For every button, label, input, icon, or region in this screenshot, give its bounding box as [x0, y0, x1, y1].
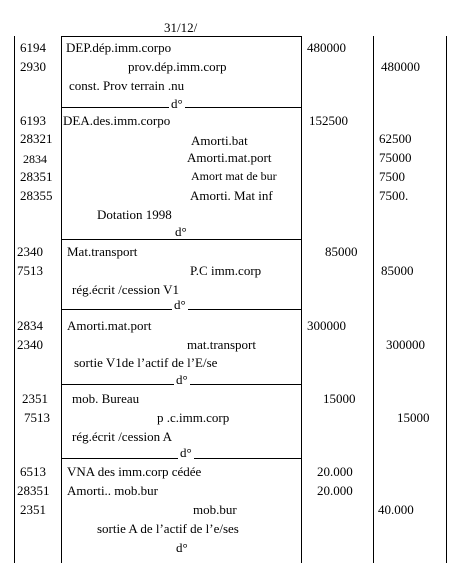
account-label: Amort mat de bur [191, 169, 277, 183]
debit-amount: 15000 [323, 391, 356, 406]
account-number: 2351 [20, 502, 46, 517]
account-number: 7513 [17, 263, 43, 278]
account-label: Mat.transport [67, 244, 138, 259]
credit-amount: 15000 [397, 410, 430, 425]
debit-column-rule [373, 36, 374, 563]
header-rule [61, 36, 302, 37]
entry-description: sortie A de l’actif de l’e/ses [97, 521, 239, 536]
entry-description: Dotation 1998 [97, 207, 172, 222]
debit-amount: 20.000 [317, 464, 353, 479]
label-column-rule [301, 36, 302, 563]
debit-amount: 85000 [325, 244, 358, 259]
account-label: mob. Bureau [72, 391, 140, 406]
account-number: 2340 [17, 244, 43, 259]
account-label: VNA des imm.corp cédée [67, 464, 202, 479]
debit-amount: 300000 [307, 318, 346, 333]
account-label: mat.transport [187, 337, 256, 352]
entry-separator-rule [61, 239, 302, 240]
account-number: 6193 [20, 113, 46, 128]
right-column-rule [446, 36, 447, 563]
debit-amount: 20.000 [317, 483, 353, 498]
debit-amount: 480000 [307, 40, 346, 55]
credit-amount: 40.000 [378, 502, 414, 517]
account-label: DEA.des.imm.corpo [63, 113, 171, 128]
entry-description: rég.écrit /cession A [72, 429, 172, 444]
account-number: 2834 [17, 318, 43, 333]
credit-amount: 300000 [386, 337, 425, 352]
credit-amount: 62500 [379, 131, 412, 146]
entry-description: rég.écrit /cession V1 [72, 282, 179, 297]
account-label: Amorti.. mob.bur [67, 483, 158, 498]
credit-amount: 75000 [379, 150, 412, 165]
entry-separator-label: d° [171, 96, 183, 111]
account-number: 28351 [17, 483, 50, 498]
account-label: P.C imm.corp [190, 263, 262, 278]
entry-separator-label: d° [175, 224, 187, 239]
account-number: 2351 [22, 391, 48, 406]
account-label: p .c.imm.corp [157, 410, 230, 425]
entry-description: const. Prov terrain .nu [69, 78, 185, 93]
account-number: 2834 [23, 152, 47, 166]
entry-description: sortie V1de l’actif de l’E/se [74, 355, 218, 370]
credit-amount: 85000 [381, 263, 414, 278]
account-number: 7513 [24, 410, 50, 425]
account-number: 28355 [20, 188, 53, 203]
account-number: 28321 [20, 131, 53, 146]
entry-separator-label: d° [176, 540, 188, 555]
credit-amount: 480000 [381, 59, 420, 74]
account-number: 28351 [20, 169, 53, 184]
account-label: DEP.dép.imm.corpo [66, 40, 172, 55]
left-column-rule [14, 36, 15, 563]
account-label: Amorti.bat [191, 133, 248, 148]
debit-amount: 152500 [309, 113, 348, 128]
credit-amount: 7500. [379, 188, 409, 203]
account-label: Amorti. Mat inf [190, 188, 273, 203]
account-number: 2930 [20, 59, 46, 74]
account-label: Amorti.mat.port [67, 318, 152, 333]
entry-separator-label: d° [174, 297, 186, 312]
credit-amount: 7500 [379, 169, 405, 184]
entry-separator-label: d° [176, 372, 188, 387]
journal-date: 31/12/ [164, 20, 198, 35]
account-label: mob.bur [193, 502, 237, 517]
account-number: 2340 [17, 337, 43, 352]
account-label: Amorti.mat.port [187, 150, 272, 165]
account-number: 6194 [20, 40, 46, 55]
entry-separator-label: d° [180, 445, 192, 460]
account-column-rule [61, 36, 62, 563]
account-label: prov.dép.imm.corp [128, 59, 227, 74]
account-number: 6513 [20, 464, 46, 479]
